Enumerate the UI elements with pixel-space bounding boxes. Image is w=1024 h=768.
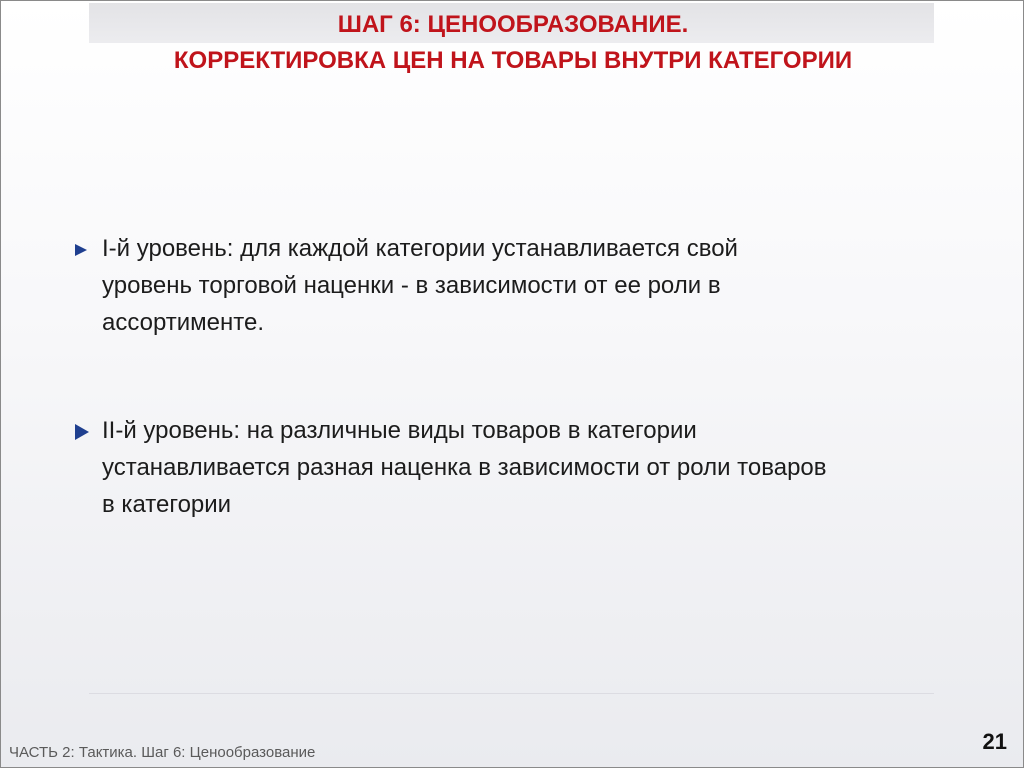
- bullet-text-line: уровень торговой наценки - в зависимости от ее роли в: [102, 272, 721, 299]
- bullet-list: [75, 230, 965, 523]
- bullet-text-line: ассортименте.: [102, 309, 265, 336]
- bullet-item-level-1: [75, 230, 965, 341]
- slide-title: [89, 7, 937, 79]
- triangle-right-icon: [75, 244, 87, 256]
- bullet-text-line: в категории: [102, 491, 232, 518]
- bullet-text-line: I-й уровень: для каждой категории устанавливается свой: [102, 235, 738, 262]
- footer-text: ЧАСТЬ 2: Тактика. Шаг 6: Ценообразование: [9, 744, 316, 761]
- bullet-text-line: II-й уровень: на различные виды товаров в категории: [102, 417, 697, 444]
- bullet-text-line: устанавливается разная наценка в зависимости от роли товаров: [102, 454, 827, 481]
- bullet-item-level-2: [75, 412, 965, 523]
- title-line-1: ШАГ 6: ЦЕНООБРАЗОВАНИЕ.: [337, 11, 689, 38]
- triangle-right-icon: [75, 424, 89, 440]
- footer-divider: [89, 693, 934, 694]
- title-line-2: КОРРЕКТИРОВКА ЦЕН НА ТОВАРЫ ВНУТРИ КАТЕГОРИИ: [173, 47, 853, 74]
- page-number: 21: [982, 729, 1007, 754]
